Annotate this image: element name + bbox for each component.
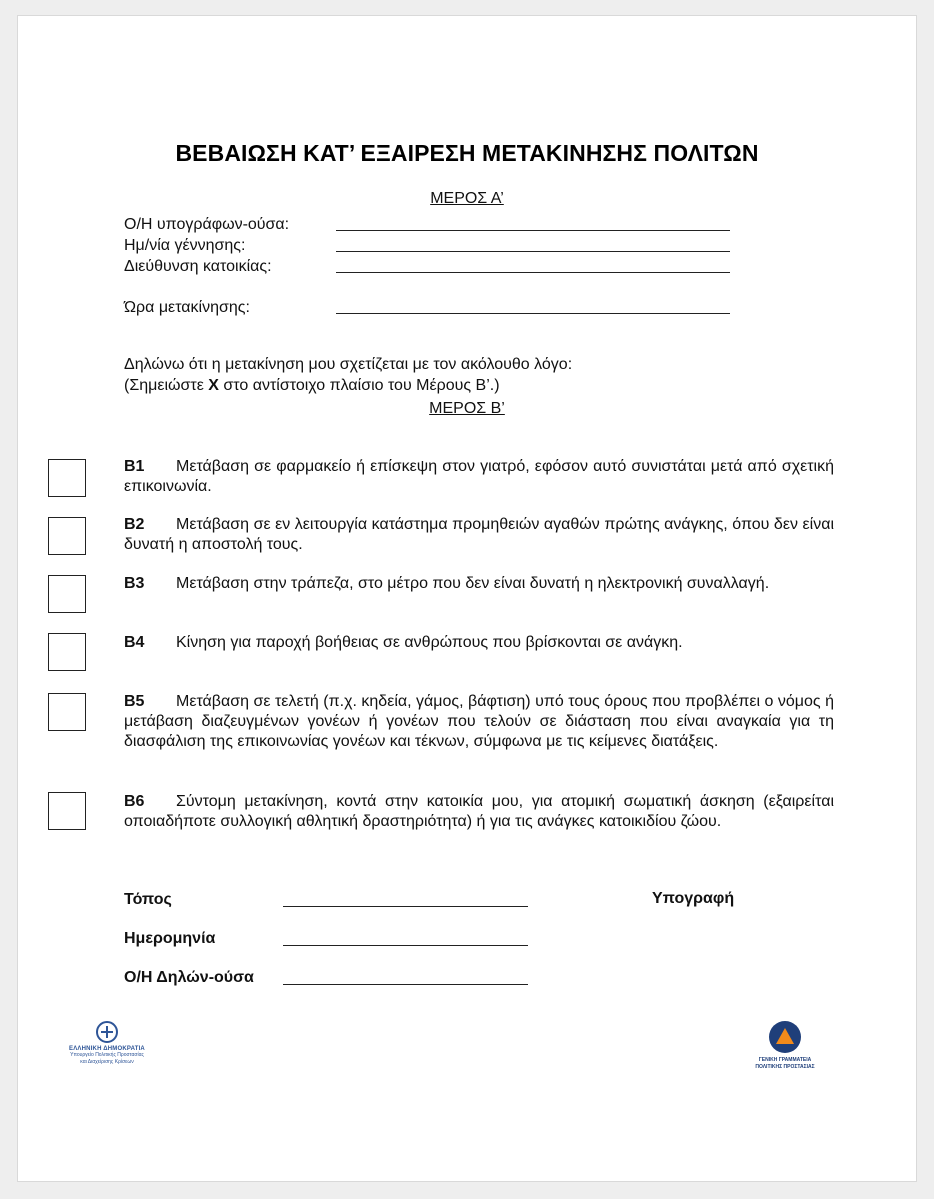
option-b3-code: Β3 <box>124 575 145 592</box>
option-b6-checkbox[interactable] <box>48 792 86 830</box>
option-b6-text: Σύντομη μετακίνηση, κοντά στην κατοικία μου, για ατομική σωματική άσκηση (εξαιρείται οποιαδήποτε συλλογική αθλητική δραστηριότητα) ή για τις ανάγκες κατοικιδίου ζώου. <box>124 793 834 830</box>
option-b6 <box>124 792 834 832</box>
date-label: Ημερομηνία <box>124 930 216 947</box>
option-b3-text: Μετάβαση στην τράπεζα, στο μέτρο που δεν είναι δυνατή η ηλεκτρονική συναλλαγή. <box>176 575 770 592</box>
option-b1-checkbox[interactable] <box>48 459 86 497</box>
document-title: ΒΕΒΑΙΩΣΗ ΚΑΤ’ ΕΞΑΙΡΕΣΗ ΜΕΤΑΚΙΝΗΣΗΣ ΠΟΛΙΤΩΝ <box>175 140 759 166</box>
signature-label: Υπογραφή <box>652 890 735 907</box>
option-b4-code: Β4 <box>124 634 145 651</box>
logo-left-line-1: ΕΛΛΗΝΙΚΗ ΔΗΜΟΚΡΑΤΙΑ <box>69 1046 145 1052</box>
option-b1-code: Β1 <box>124 458 145 475</box>
part-a-heading: ΜΕΡΟΣ Α’ <box>430 190 504 207</box>
option-b2 <box>124 515 834 555</box>
address-line[interactable] <box>336 272 730 273</box>
declaration-post: στο αντίστοιχο πλαίσιο του Μέρους Β’.) <box>218 377 500 394</box>
date-line[interactable] <box>283 945 528 946</box>
declaration-pre: (Σημειώστε <box>124 377 209 394</box>
option-b2-text: Μετάβαση σε εν λειτουργία κατάστημα προμηθειών αγαθών πρώτης ανάγκης, όπου δεν είναι δυνατή η αποστολή τους. <box>124 516 834 553</box>
hellenic-republic-logo <box>52 1021 162 1066</box>
declaration-mark: Χ <box>208 377 219 394</box>
option-b4-checkbox[interactable] <box>48 633 86 671</box>
declarant-line[interactable] <box>283 984 528 985</box>
address-label: Διεύθυνση κατοικίας: <box>124 258 272 275</box>
option-b3 <box>124 574 834 594</box>
option-b3-checkbox[interactable] <box>48 575 86 613</box>
departure-time-label: Ώρα μετακίνησης: <box>124 299 250 316</box>
birth-date-label: Ημ/νία γέννησης: <box>124 237 246 254</box>
signer-name-label: Ο/Η υπογράφων-ούσα: <box>124 216 290 233</box>
option-b5 <box>124 692 834 752</box>
declaration-line-1: Δηλώνω ότι η μετακίνηση μου σχετίζεται με τον ακόλουθο λόγο: <box>124 356 573 373</box>
declaration-line-2 <box>124 375 572 396</box>
option-b2-code: Β2 <box>124 516 145 533</box>
civil-protection-emblem-icon <box>769 1021 801 1053</box>
document-page <box>17 15 917 1182</box>
option-b5-text: Μετάβαση σε τελετή (π.χ. κηδεία, γάμος, βάφτιση) υπό τους όρους που προβλέπει ο νόμος ή μετάβαση διαζευγμένων γονέων ή γονέων που τελούν σε διάσταση που είναι αναγκαία για τη διασφάλιση της επικοινωνίας γονέων και τέκνων, σύμφωνα με τις κείμενες διατάξεις. <box>124 693 834 750</box>
departure-time-line[interactable] <box>336 313 730 314</box>
option-b4 <box>124 633 834 653</box>
declaration-text <box>124 354 572 396</box>
part-b-heading: ΜΕΡΟΣ Β’ <box>429 400 505 417</box>
civil-protection-logo <box>754 1021 816 1071</box>
logo-left-line-2: Υπουργείο Πολιτικής Προστασίας <box>70 1052 144 1058</box>
signer-name-line[interactable] <box>336 230 730 231</box>
option-b2-checkbox[interactable] <box>48 517 86 555</box>
logo-right-line-1: ΓΕΝΙΚΗ ΓΡΑΜΜΑΤΕΙΑ <box>758 1057 812 1063</box>
option-b1 <box>124 457 834 497</box>
option-b5-checkbox[interactable] <box>48 693 86 731</box>
option-b6-code: Β6 <box>124 793 145 810</box>
place-line[interactable] <box>283 906 528 907</box>
place-label: Τόπος <box>124 891 172 908</box>
option-b4-text: Κίνηση για παροχή βοήθειας σε ανθρώπους που βρίσκονται σε ανάγκη. <box>176 634 683 651</box>
logo-right-line-2: ΠΟΛΙΤΙΚΗΣ ΠΡΟΣΤΑΣΙΑΣ <box>755 1064 815 1070</box>
declarant-label: Ο/Η Δηλών-ούσα <box>124 969 254 986</box>
birth-date-line[interactable] <box>336 251 730 252</box>
greek-emblem-icon <box>96 1021 118 1043</box>
option-b5-code: Β5 <box>124 693 145 710</box>
logo-left-line-3: και Διαχείρισης Κρίσεων <box>80 1059 134 1065</box>
option-b1-text: Μετάβαση σε φαρμακείο ή επίσκεψη στον γιατρό, εφόσον αυτό συνιστάται μετά από σχετική επικοινωνία. <box>124 458 834 495</box>
